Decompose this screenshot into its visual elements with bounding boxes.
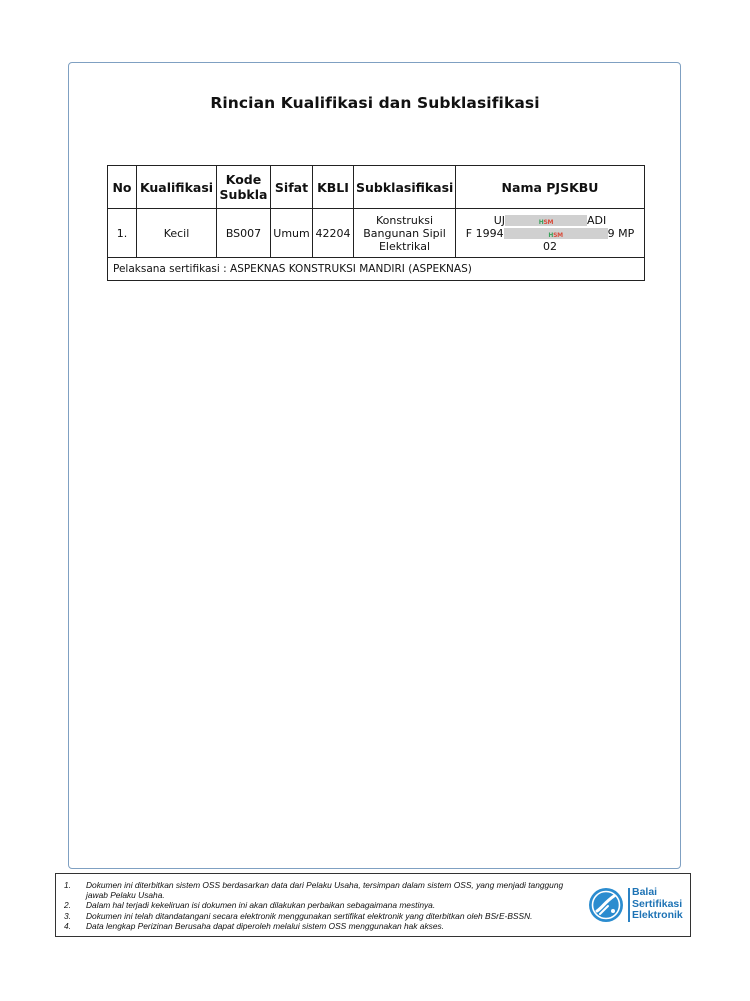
logo-line3: Elektronik (632, 909, 683, 921)
nama-line2 (466, 227, 634, 240)
logo-divider (628, 888, 630, 922)
cell-no: 1. (108, 209, 137, 258)
qualification-table (107, 165, 645, 281)
redaction-block (504, 228, 608, 239)
pelaksana-sertifikasi: Pelaksana sertifikasi : ASPEKNAS KONSTRUKSI MANDIRI (ASPEKNAS) (108, 258, 645, 281)
note-text: Dokumen ini telah ditandatangani secara elektronik menggunakan sertifikat elektronik yang diterbitkan oleh BSrE-BSSN. (86, 910, 533, 921)
note-text: Dalam hal terjadi kekeliruan isi dokumen ini akan dilakukan perbaikan sebagaimana mestinya. (86, 900, 436, 911)
note-item: 1. Dokumen ini diterbitkan sistem OSS berdasarkan data dari Pelaku Usaha, tersimpan dalam sistem OSS, yang menjadi tanggung jawab Pelaku Usaha. (64, 880, 564, 901)
note-item: 4. Data lengkap Perizinan Berusaha dapat diperoleh melalui sistem OSS menggunakan hak akses. (64, 920, 445, 931)
cell-subklasifikasi (354, 209, 456, 258)
page-title: Rincian Kualifikasi dan Subklasifikasi (210, 94, 540, 112)
header-no: No (108, 166, 137, 209)
subklasifikasi-line1: Konstruksi (375, 213, 434, 227)
redaction-watermark: HSM (548, 232, 563, 239)
header-kode-line1: Kode (225, 172, 262, 187)
logo-text (632, 887, 683, 922)
nama-line1-start: UJ (493, 213, 506, 227)
table-header-row (108, 166, 645, 209)
nama-line1 (494, 214, 607, 227)
nama-line3: 02 (543, 239, 557, 253)
nama-line2-start: F 1994 (465, 226, 504, 240)
subklasifikasi-line2: Bangunan Sipil (363, 226, 446, 240)
redaction-watermark: HSM (538, 219, 554, 226)
header-nama-pjskbu: Nama PJSKBU (456, 166, 645, 209)
note-item: 2. Dalam hal terjadi kekeliruan isi dokumen ini akan dilakukan perbaikan sebagaimana mestinya. (64, 900, 436, 911)
note-text: Dokumen ini diterbitkan sistem OSS berdasarkan data dari Pelaku Usaha, tersimpan dalam sistem OSS, yang menjadi tanggung jawab Pelaku Usaha. (86, 880, 564, 901)
redaction-block (505, 215, 587, 226)
subklasifikasi-line3: Elektrikal (378, 239, 430, 253)
table-row (108, 209, 645, 258)
logo-line2: Sertifikasi (632, 897, 683, 910)
notes-box (55, 873, 691, 937)
header-kode-line2: Subkla (219, 187, 268, 202)
bsre-logo (588, 884, 688, 926)
notes-list (64, 880, 584, 931)
cell-nama-pjskbu (456, 209, 645, 258)
bsre-emblem-icon (588, 887, 624, 923)
note-item: 3. Dokumen ini telah ditandatangani secara elektronik menggunakan sertifikat elektronik yang diterbitkan oleh BSrE-BSSN. (64, 910, 533, 921)
table-footer-row (108, 258, 645, 281)
header-subklasifikasi: Subklasifikasi (354, 166, 456, 209)
header-kualifikasi: Kualifikasi (137, 166, 217, 209)
header-kbli: KBLI (313, 166, 354, 209)
logo-line1: Balai (632, 886, 658, 898)
nama-line1-end: ADI (587, 213, 607, 227)
note-text: Data lengkap Perizinan Berusaha dapat diperoleh melalui sistem OSS menggunakan hak akses. (86, 920, 445, 931)
header-kode-subkla (217, 166, 271, 209)
header-sifat: Sifat (271, 166, 313, 209)
cell-kbli: 42204 (313, 209, 354, 258)
cell-kode: BS007 (217, 209, 271, 258)
cell-sifat: Umum (271, 209, 313, 258)
cell-kualifikasi: Kecil (137, 209, 217, 258)
nama-line2-end: 9 MP (607, 226, 635, 240)
